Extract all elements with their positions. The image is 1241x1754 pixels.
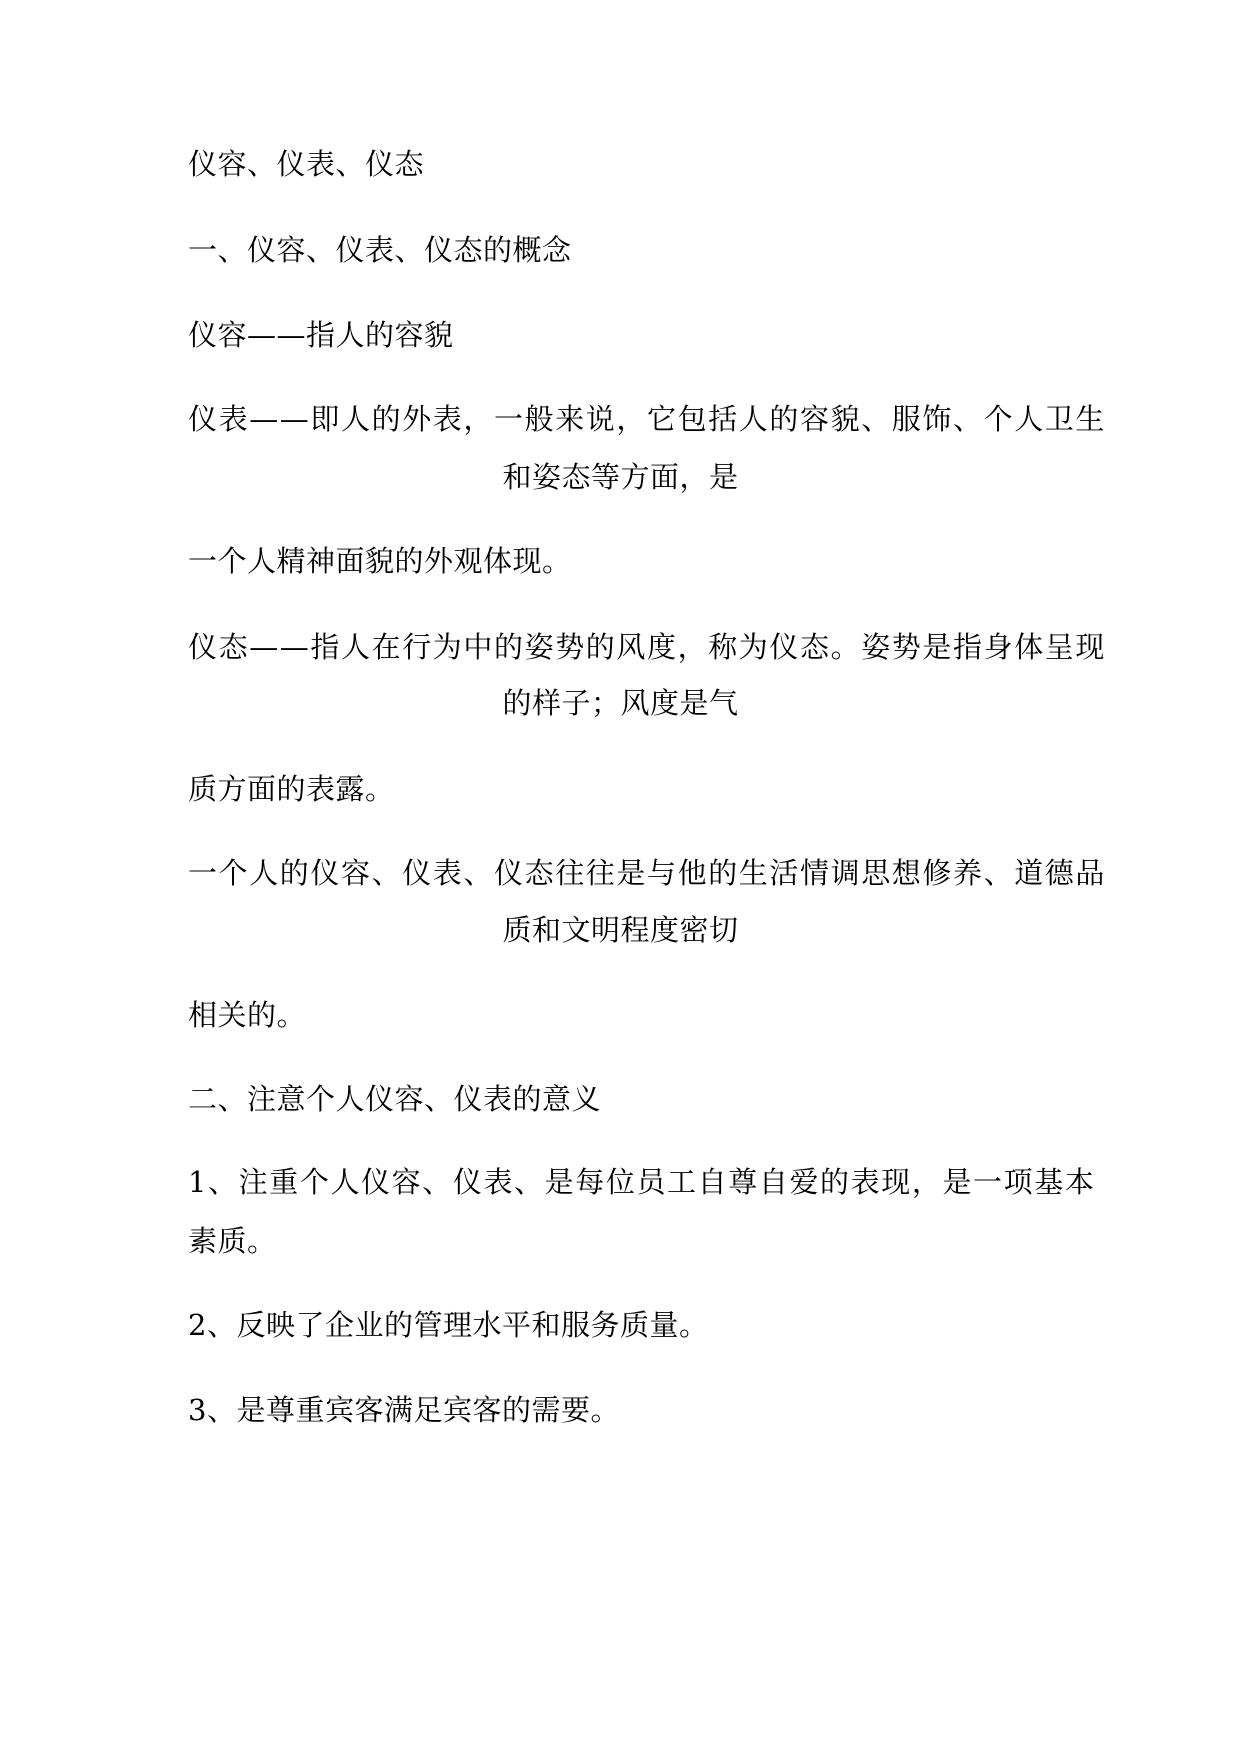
definition-yibiao-line3: 一个人精神面貌的外观体现。 <box>188 544 572 578</box>
definition-yibiao-line1: 仪表——即人的外表，一般来说，它包括人的容貌、服饰、个人卫生 <box>188 402 1107 436</box>
section1-heading: 一、仪容、仪表、仪态的概念 <box>188 233 572 267</box>
relation-line3: 相关的。 <box>188 998 307 1032</box>
definition-yirong: 仪容——指人的容貌 <box>188 318 454 352</box>
document-title: 仪容、仪表、仪态 <box>188 147 425 181</box>
point1-line2: 素质。 <box>188 1224 277 1258</box>
definition-yibiao-line2: 和姿态等方面，是 <box>502 460 739 494</box>
relation-line2: 质和文明程度密切 <box>502 913 739 947</box>
definition-yitai-line2: 的样子；风度是气 <box>502 686 739 720</box>
point2: 2、反映了企业的管理水平和服务质量。 <box>188 1308 709 1342</box>
relation-line1: 一个人的仪容、仪表、仪态往往是与他的生活情调思想修养、道德品 <box>188 856 1107 890</box>
section2-heading: 二、注意个人仪容、仪表的意义 <box>188 1082 602 1116</box>
point1-line1: 1、注重个人仪容、仪表、是每位员工自尊自爱的表现，是一项基本 <box>188 1165 1096 1199</box>
definition-yitai-line1: 仪态——指人在行为中的姿势的风度，称为仪态。姿势是指身体呈现 <box>188 630 1107 664</box>
point3: 3、是尊重宾客满足宾客的需要。 <box>188 1393 620 1427</box>
definition-yitai-line3: 质方面的表露。 <box>188 772 395 806</box>
